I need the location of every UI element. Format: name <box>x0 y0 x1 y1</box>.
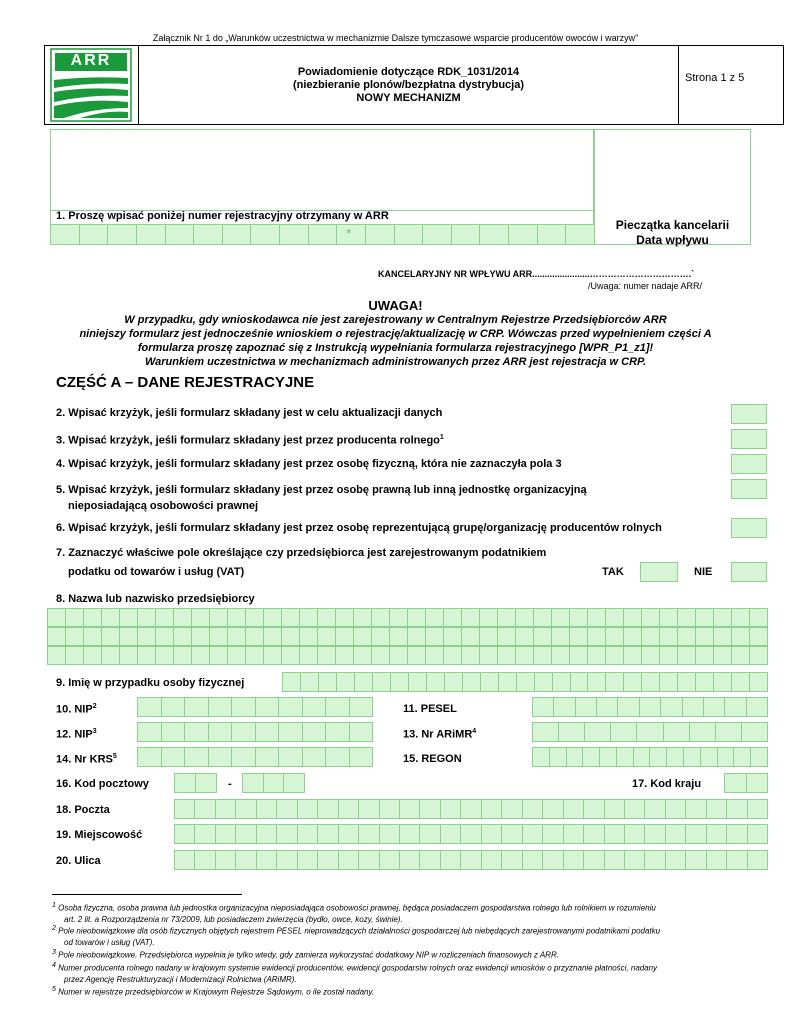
field1-label: 1. Proszę wpisać poniżej numer rejestracyjny otrzymany w ARR <box>56 210 389 222</box>
footnote-1: $^1$ Osoba fizyczna, osoba prawna lub jednostka organizacyjna nieposiadająca osobowości prawnej, będąca posiadaczem gospodarstwa rolnego lub rolnikiem w rozumieniu art. 2 lit. a Rozporządzenia nr 73/2009, lub posiadaczem zwierzęcia (bydło, owce, kozy, świnie). <box>52 902 656 924</box>
form-title: Powiadomienie dotyczące RDK_1031/2014 (niezbieranie plonów/bezpłatna dystrybucja) NOWY MECHANIZM <box>292 66 525 104</box>
country-code-input[interactable] <box>724 773 767 793</box>
street-input[interactable] <box>174 850 767 870</box>
footnote-divider <box>52 894 242 895</box>
q3-label: 3. Wpisać krzyżyk, jeśli formularz składany jest przez producenta rolnego$^1$ <box>56 434 444 447</box>
q5-label-cont: nieposiadającą osobowości prawnej <box>68 500 259 512</box>
q11-label: 11. PESEL <box>403 703 457 715</box>
q7-label-cont: podatku od towarów i usług (VAT) <box>68 566 245 578</box>
tak-label: TAK <box>602 566 624 578</box>
arimr-input[interactable] <box>532 722 767 742</box>
company-name-row-2[interactable] <box>47 627 767 646</box>
uwaga-note: /Uwaga: numer nadaje ARR/ <box>588 281 703 291</box>
q6-checkbox[interactable] <box>731 518 767 538</box>
postal-code-dash: - <box>228 778 232 790</box>
field1-star: * <box>346 225 352 241</box>
kancelaryjny-number: KANCELARYJNY NR WPŁYWU ARR.......................…………………………….` <box>378 269 695 279</box>
q4-checkbox[interactable] <box>731 454 767 474</box>
pesel-input[interactable] <box>532 697 767 717</box>
q4-label: 4. Wpisać krzyżyk, jeśli formularz składany jest przez osobę fizyczną, która nie zaznaczyła pola 3 <box>56 458 562 470</box>
q12-label: 12. NIP$^3$ <box>56 728 97 741</box>
post-office-input[interactable] <box>174 799 767 819</box>
company-name-row-3[interactable] <box>47 646 767 665</box>
footnote-5: $^5$ Numer w rejestrze przedsiębiorców w Krajowym Rejestrze Sądowym, o ile został nadany. <box>52 986 375 997</box>
q3-checkbox[interactable] <box>731 429 767 449</box>
warning-text: W przypadku, gdy wnioskodawca nie jest zarejestrowany w Centralnym Rejestrze Przedsiębiorców ARR niniejszy formularz jest jednocześnie wnioskiem o rejestrację/aktualizację w CRP. Wówczas przed wypełnieniem części A formularza proszę zapoznać się z Instrukcją wypełniania formularza rejestracyjnego [WPR_P1_z1]! Warunkiem uczestnictwa w mechanizmach administrowanych przez ARR jest rejestracja w CRP. <box>79 314 712 368</box>
stamp-label: Pieczątka kancelarii Data wpływu <box>615 218 730 247</box>
q6-label: 6. Wpisać krzyżyk, jeśli formularz składany jest przez osobę reprezentującą grupę/organizację producentów rolnych <box>56 522 662 534</box>
page-indicator: Strona 1 z 5 <box>685 72 745 84</box>
postal-code-part-2[interactable] <box>242 773 304 793</box>
q5-label: 5. Wpisać krzyżyk, jeśli formularz składany jest przez osobę prawną lub inną jednostkę organizacyjną <box>56 484 587 496</box>
regon-input[interactable] <box>532 747 767 767</box>
q19-label: 19. Miejscowość <box>56 829 143 841</box>
q8-label: 8. Nazwa lub nazwisko przedsiębiorcy <box>56 593 255 605</box>
registration-number-input[interactable] <box>50 224 594 245</box>
nip-additional-input[interactable] <box>137 722 372 742</box>
nip-input[interactable] <box>137 697 372 717</box>
footnote-4: $^4$ Numer producenta rolnego nadany w krajowym systemie ewidencji producentów, ewidencji gospodarstw rolnych oraz ewidencji wniosków o przyznanie płatności, nadany przez Agencję Restrukturyzacji i Modernizacji Rolnictwa (ARiMR). <box>52 962 658 984</box>
q5-checkbox[interactable] <box>731 479 767 499</box>
krs-input[interactable] <box>137 747 372 767</box>
footnote-3: $^3$ Pole nieobowiązkowe. Przedsiębiorca wypełnia je tylko wtedy, gdy zamierza wykorzystać dodatkowy NIP w rozliczeniach finansowych z ARR. <box>52 949 559 960</box>
nie-label: NIE <box>694 566 713 578</box>
q7-label: 7. Zaznaczyć właściwe pole określające czy przedsiębiorca jest zarejestrowanym podatnikiem <box>56 547 547 559</box>
vat-yes-checkbox[interactable] <box>640 562 678 582</box>
q20-label: 20. Ulica <box>56 855 101 867</box>
city-input[interactable] <box>174 824 767 844</box>
section-title: CZĘŚĆ A – DANE REJESTRACYJNE <box>56 374 315 391</box>
q13-label: 13. Nr ARiMR$^4$ <box>403 728 477 741</box>
q2-checkbox[interactable] <box>731 404 767 424</box>
vat-no-checkbox[interactable] <box>731 562 767 582</box>
q18-label: 18. Poczta <box>56 804 110 816</box>
q14-label: 14. Nr KRS$^5$ <box>56 753 117 766</box>
q15-label: 15. REGON <box>403 753 462 765</box>
postal-code-part-1[interactable] <box>174 773 216 793</box>
q17-label: 17. Kod kraju <box>632 778 702 790</box>
first-name-input[interactable] <box>282 672 767 692</box>
warning-heading: UWAGA! <box>368 298 423 313</box>
q2-label: 2. Wpisać krzyżyk, jeśli formularz składany jest w celu aktualizacji danych <box>56 407 443 419</box>
header-note: Załącznik Nr 1 do „Warunków uczestnictwa w mechanizmie Dalsze tymczasowe wsparcie producentów owoców i warzyw” <box>152 33 639 43</box>
q9-label: 9. Imię w przypadku osoby fizycznej <box>56 677 245 689</box>
footnote-2: $^2$ Pole nieobowiązkowe dla osób fizycznych objętych rejestrem PESEL nieprowadzących działalności gospodarczej lub niebędących zarejestrowanymi podatnikami podatku od towarów i usług (VAT). <box>52 925 661 947</box>
company-name-row-1[interactable] <box>47 608 767 627</box>
q16-label: 16. Kod pocztowy <box>56 778 149 790</box>
arr-logo: ARR <box>50 48 132 122</box>
q10-label: 10. NIP$^2$ <box>56 703 97 716</box>
